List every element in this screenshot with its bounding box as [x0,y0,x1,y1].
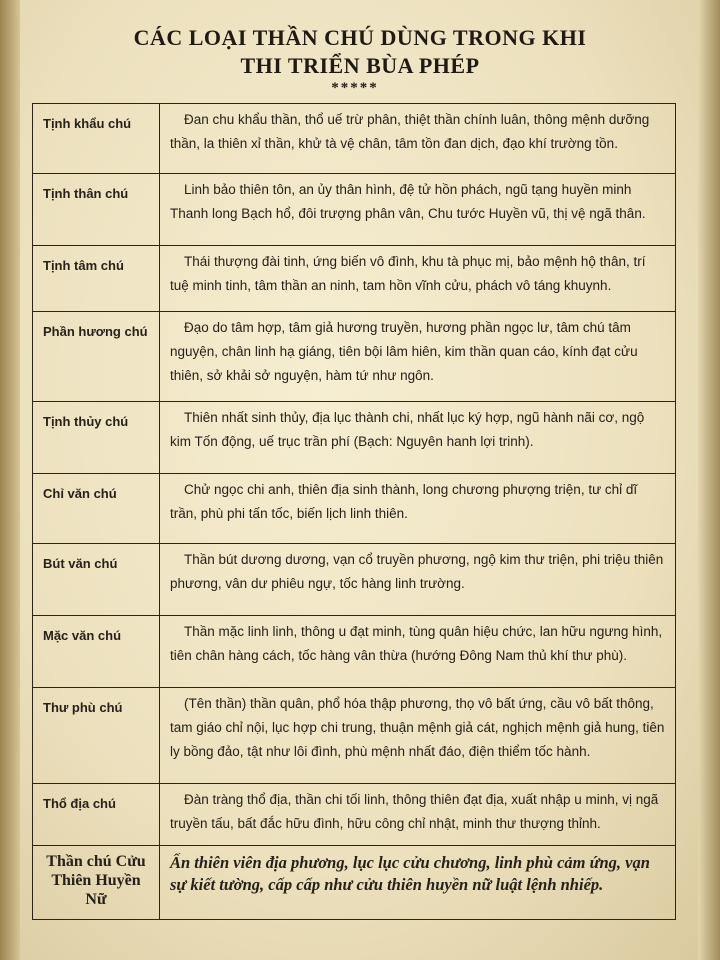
title-line-2: THI TRIỂN BÙA PHÉP [240,53,480,78]
table-row [33,246,676,312]
charm-name: Phần hương chú [33,312,160,402]
table-row [33,174,676,246]
page-edge-right [698,0,720,960]
charm-text-content: Thái thượng đài tinh, ứng biến vô đình, khu tà phục mị, bảo mệnh hộ thân, trí tuệ minh tinh, tâm thần an ninh, tam hồn vĩnh cửu, phách vô táng khuynh. [170,254,646,293]
charm-text [160,312,676,402]
charm-text [160,544,676,616]
charm-text [160,402,676,474]
charm-name: Thần chú Cửu Thiên Huyền Nữ [33,846,160,920]
charm-text [160,846,676,920]
charm-text [160,174,676,246]
charm-text-content: Đạo do tâm hợp, tâm giả hương truyền, hương phần ngọc lư, tâm chú tâm nguyện, chân linh hạ giáng, tiên bội lâm hiên, kim thần quan cáo, kính đạt cửu thiên, sở khải sở nguyện, hàm tứ như ngôn. [170,320,638,383]
table-row [33,312,676,402]
table-row [33,616,676,688]
charm-name: Chỉ văn chú [33,474,160,544]
charm-text-content: Thần bút dương dương, vạn cổ truyền phương, ngộ kim thư triện, phi triệu thiên phương, vân dư phiêu ngự, tốc hàng linh trường. [170,552,664,591]
table-row [33,688,676,784]
charm-name: Tịnh tâm chú [33,246,160,312]
table-row [33,104,676,174]
charm-name: Thư phù chú [33,688,160,784]
charm-text-content: Chử ngọc chi anh, thiên địa sinh thành, long chương phượng triện, tư chỉ dĩ trần, phù phi tấn tốc, biến lịch linh thiên. [170,482,638,521]
charm-text [160,784,676,846]
table-row [33,846,676,920]
table-row [33,784,676,846]
charm-name: Bút văn chú [33,544,160,616]
table-row [33,474,676,544]
table-row [33,544,676,616]
page-edge-left [0,0,20,960]
title-line-1: CÁC LOẠI THẦN CHÚ DÙNG TRONG KHI [133,25,587,50]
charm-name: Tịnh thủy chú [33,402,160,474]
charm-text [160,104,676,174]
charm-name: Tịnh thân chú [33,174,160,246]
table-row [33,402,676,474]
charm-text-content: Linh bảo thiên tôn, an ủy thân hình, đệ tử hồn phách, ngũ tạng huyền minh Thanh long Bạch hổ, đôi trượng phân vân, Chu tước Huyền vũ, thị vệ ngã thân. [170,182,646,221]
charms-table [32,103,676,920]
title-ornament: ***** [331,80,379,96]
charm-text-content: (Tên thần) thần quân, phổ hóa thập phương, thọ vô bất ứng, cầu vô bất thông, tam giáo chỉ nội, lục hợp chi trung, thuận mệnh giả cát, nghịch mệnh giả hung, tiên ly bồng đảo, tật như lôi đình, phù mệnh nhất đáo, điện thiểm tốc hành. [170,696,665,759]
charm-name: Mặc văn chú [33,616,160,688]
charm-text [160,688,676,784]
charm-text-content: Đan chu khẩu thần, thổ uế trừ phân, thiệt thần chính luân, thông mệnh dưỡng thần, la thiên xỉ thần, khử tà vệ chân, tâm tồn đan dịch, đạo khí trường tồn. [170,112,650,151]
page-title [60,24,660,80]
charm-text-content: Thần mặc linh linh, thông u đạt minh, tùng quân hiệu chức, lan hữu ngưng hình, tiên chân hàng cách, tốc hàng vân thừa (hướng Đông Nam thủ khí thư phù). [170,624,663,663]
charm-text-content: Thiên nhất sinh thủy, địa lục thành chi, nhất lục ký hợp, ngũ hành nãi cơ, ngộ kim Tốn động, uế trục trần phí (Bạch: Nguyên hanh lợi trinh). [170,410,645,449]
charm-text-content: Ấn thiên viên địa phương, lục lục cửu chương, linh phù cảm ứng, vạn sự kiết tường, cấp cấp như cửu thiên huyền nữ luật lệnh nhiếp. [170,853,650,894]
charm-text [160,616,676,688]
charm-name: Tịnh khẩu chú [33,104,160,174]
charm-text [160,246,676,312]
charm-text-content: Đàn tràng thổ địa, thần chi tối linh, thông thiên đạt địa, xuất nhập u minh, vị ngã truyền tấu, bất đắc hữu đình, hữu công chỉ nhật, minh thư thượng thỉnh. [170,792,659,831]
charm-text [160,474,676,544]
charm-name: Thổ địa chú [33,784,160,846]
